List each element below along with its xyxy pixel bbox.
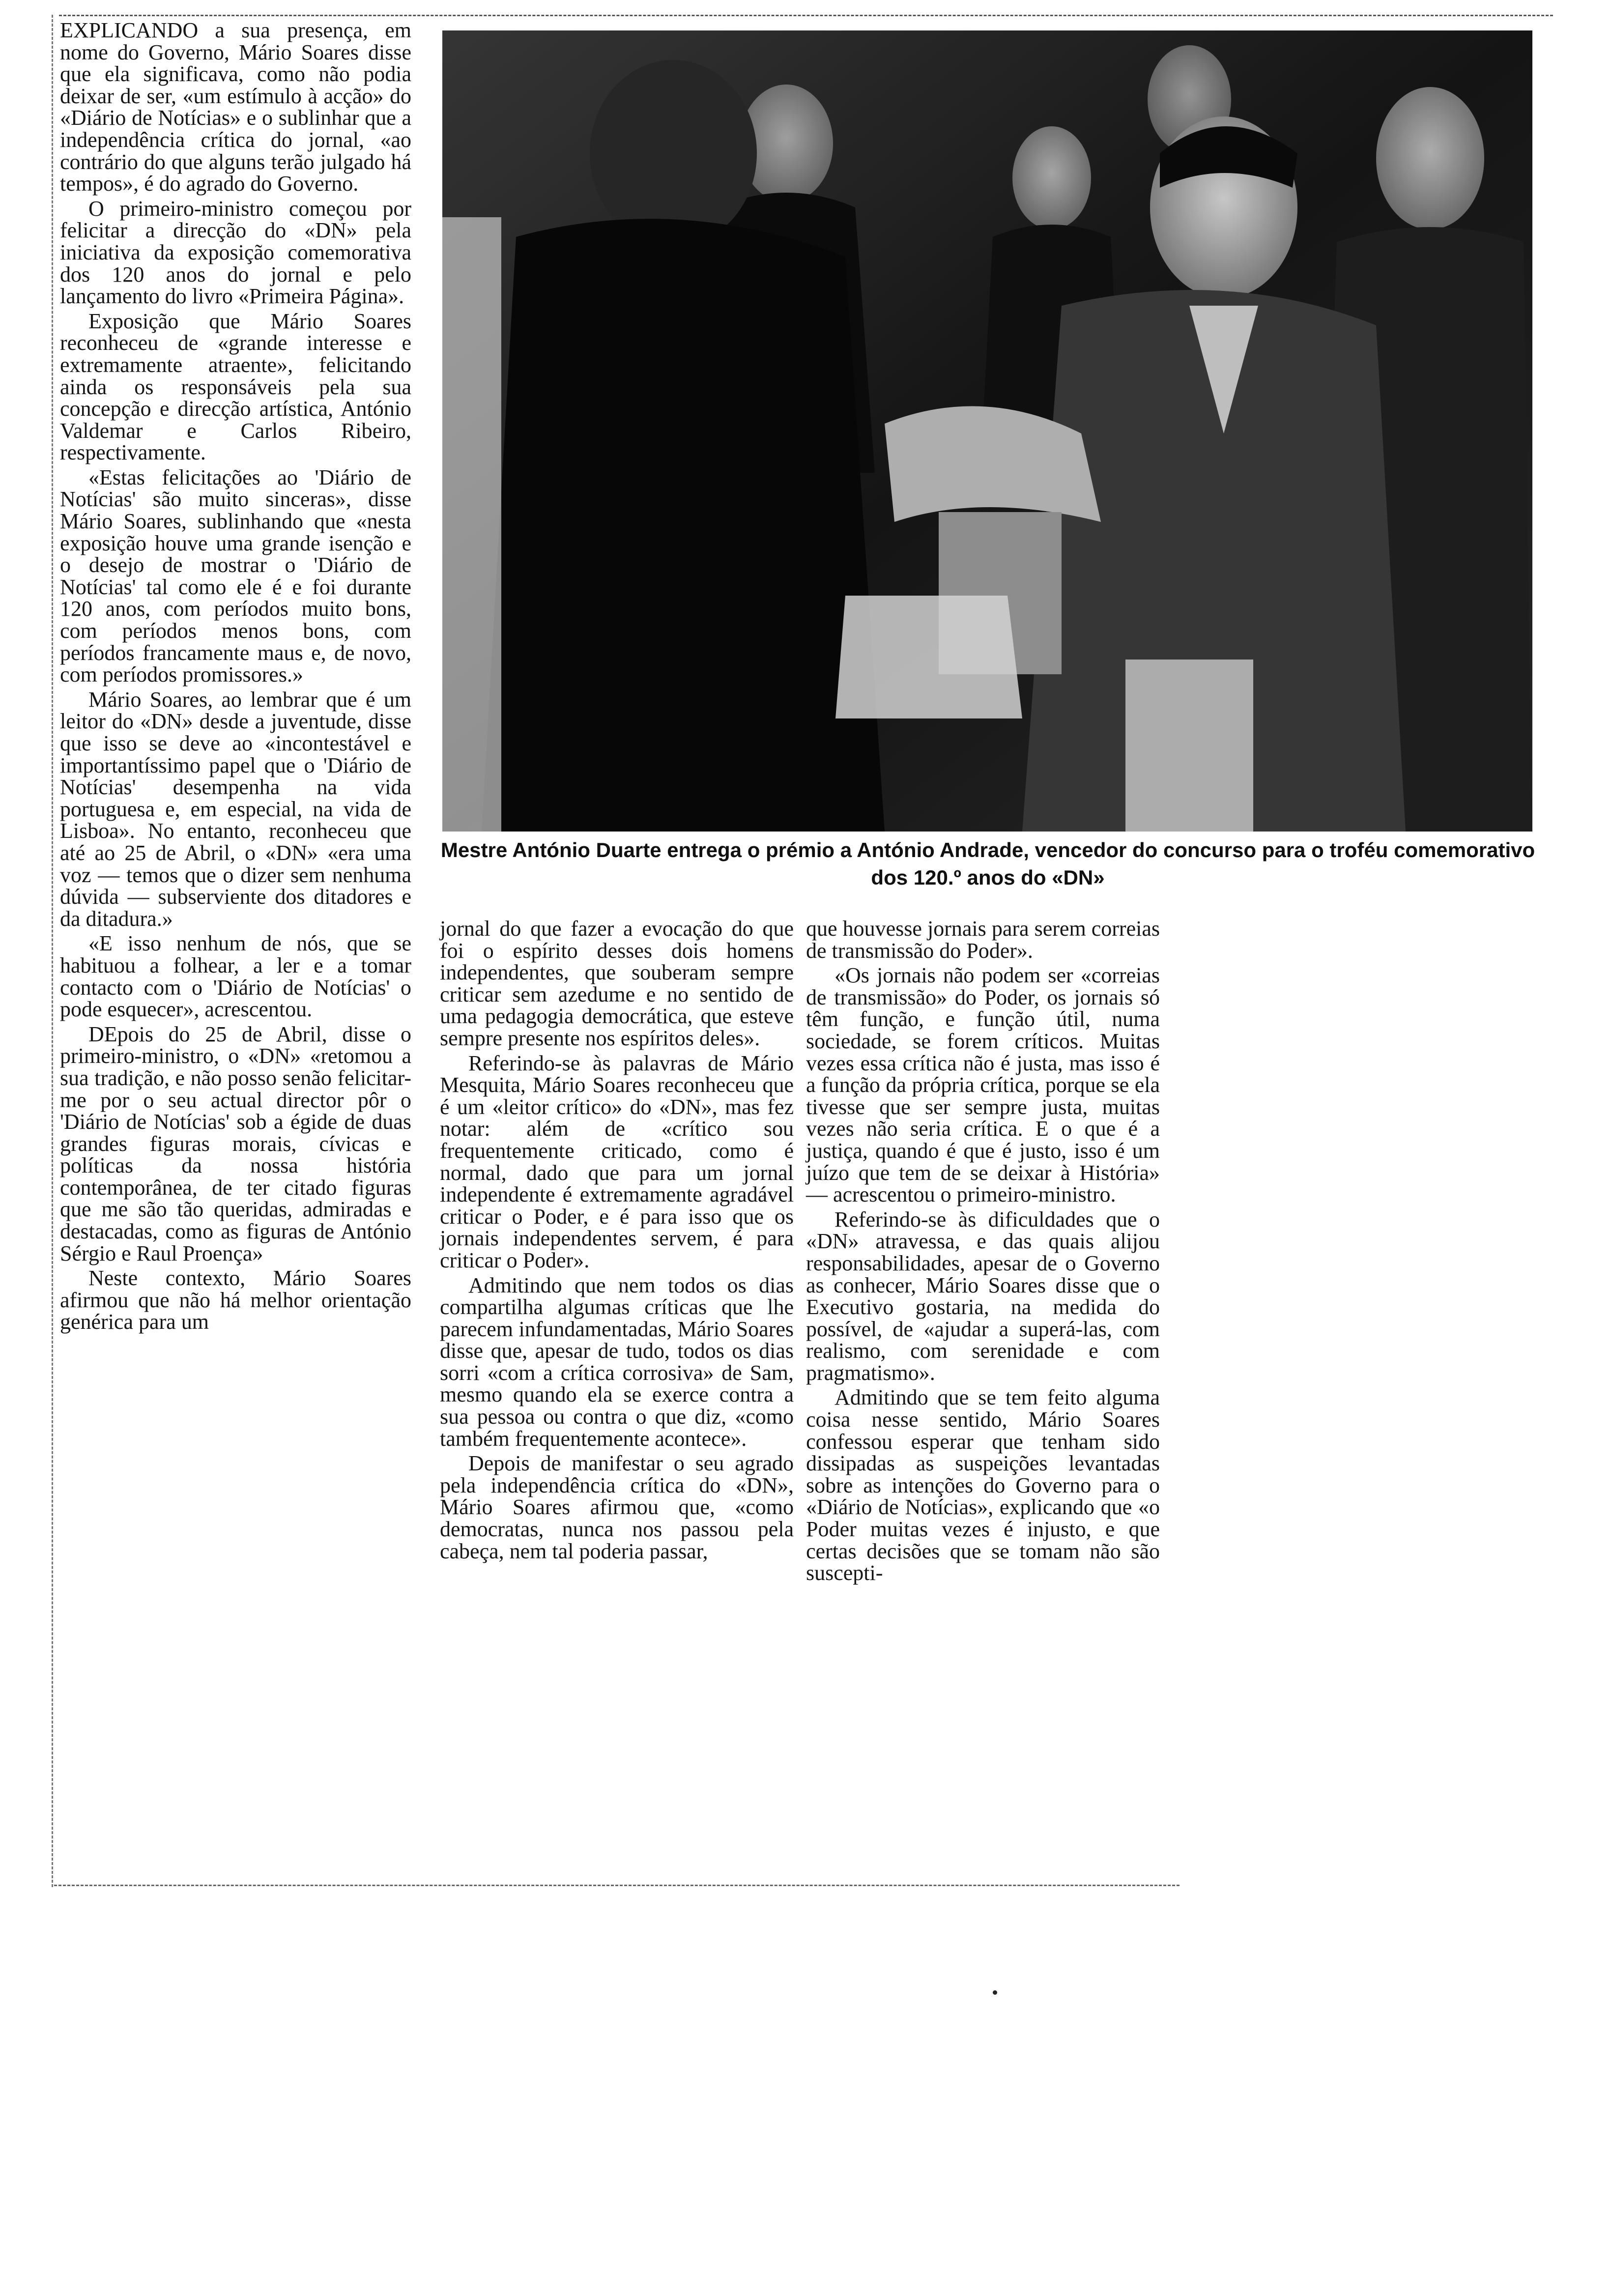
article-paragraph: «E isso nenhum de nós, que se habituou a folhear, a ler e a tomar contacto com o 'Diário de Notícias' o pode esquecer», acrescentou. xyxy=(60,931,411,1022)
article-paragraph: «Os jornais não podem ser «correias de transmissão» do Poder, os jornais só têm função, e função útil, numa sociedade, se forem críticos. Muitas vezes essa crítica não é justa, mas isso é a função da própria crítica, porque se ela tivesse que ser sempre justa, muitas vezes não seria crítica. E o que é a justiça, quando é que é justo, isso é um juízo que tem de se deixar à História» — acrescentou o primeiro-ministro. xyxy=(806,963,1160,1207)
news-photo xyxy=(442,30,1532,832)
left-border-line xyxy=(52,15,53,1887)
article-paragraph: Depois de manifestar o seu agrado pela independência crítica do «DN», Mário Soares afirmou que, «como democratas, nunca nos passou pela cabeça, nem tal poderia passar, xyxy=(440,1451,794,1563)
article-column-1 xyxy=(60,18,411,1334)
article-paragraph: Neste contexto, Mário Soares afirmou que não há melhor orientação genérica para um xyxy=(60,1266,411,1334)
article-paragraph: EXPLICANDO a sua presença, em nome do Governo, Mário Soares disse que ela significava, como não podia deixar de ser, «um estímulo à acção» do «Diário de Notícias» e o sublinhar que a independência crítica do jornal, «ao contrário do que alguns terão julgado há tempos», é do agrado do Governo. xyxy=(60,18,411,196)
photo-caption: Mestre António Duarte entrega o prémio a António Andrade, vencedor do concurso para o troféu comemorativo dos 120.º anos do «DN» xyxy=(440,838,1535,889)
photo-illustration xyxy=(442,30,1532,832)
top-border-line xyxy=(59,15,1553,16)
article-column-3 xyxy=(806,918,1160,1886)
article-paragraph: DEpois do 25 de Abril, disse o primeiro-ministro, o «DN» «retomou a sua tradição, e não posso senão felicitar-me por o seu actual director pôr o 'Diário de Notícias' sob a égide de duas grandes figuras morais, cívicas e políticas da nossa história contemporânea, de ter citado figuras que me são tão queridas, admiradas e destacadas, como as figuras de António Sérgio e Raul Proença» xyxy=(60,1022,411,1265)
article-paragraph: Referindo-se às dificuldades que o «DN» atravessa, e das quais alijou responsabilidades, apesar de o Governo as conhecer, Mário Soares disse que o Executivo gostaria, na medida do possível, de «ajudar a superá-las, com realismo, com serenidade e com pragmatismo». xyxy=(806,1207,1160,1385)
article-paragraph: «Estas felicitações ao 'Diário de Notícias' são muito sinceras», disse Mário Soares, sublinhando que «nesta exposição houve uma grande isenção e o desejo de mostrar o 'Diário de Notícias' tal como ele é e foi durante 120 anos, com períodos muito bons, com períodos menos bons, com períodos francamente maus e, de novo, com períodos promissores.» xyxy=(60,465,411,687)
stray-ink-dot xyxy=(993,1990,997,1995)
article-paragraph: que houvesse jornais para serem correias de transmissão do Poder». xyxy=(806,917,1160,963)
article-paragraph: jornal do que fazer a evocação do que foi o espírito desses dois homens independentes, que souberam sempre criticar sem azedume e no sentido de uma pedagogia democrática, que esteve sempre presente nos espíritos deles». xyxy=(440,917,794,1050)
article-paragraph: Admitindo que se tem feito alguma coisa nesse sentido, Mário Soares confessou esperar que tenham sido dissipadas as suspeições levantadas sobre as intenções do Governo para o «Diário de Notícias», explicando que «o Poder muitas vezes é injusto, e que certas decisões que se tomam não são suscepti- xyxy=(806,1385,1160,1585)
article-column-2 xyxy=(440,918,794,1886)
article-paragraph: O primeiro-ministro começou por felicitar a direcção do «DN» pela iniciativa da exposição comemorativa dos 120 anos do jornal e pelo lançamento do livro «Primeira Página». xyxy=(60,196,411,309)
article-paragraph: Exposição que Mário Soares reconheceu de «grande interesse e extremamente atraente», felicitando ainda os responsáveis pela sua concepção e direcção artística, António Valdemar e Carlos Ribeiro, respectivamente. xyxy=(60,309,411,465)
article-paragraph: Admitindo que nem todos os dias compartilha algumas críticas que lhe parecem infundamentadas, Mário Soares disse que, apesar de tudo, todos os dias sorri «com a crítica corrosiva» de Sam, mesmo quando ela se exerce contra a sua pessoa ou contra o que diz, «como também frequentemente acontece». xyxy=(440,1273,794,1451)
article-paragraph: Referindo-se às palavras de Mário Mesquita, Mário Soares reconheceu que é um «leitor crítico» do «DN», mas fez notar: além de «crítico sou frequentemente criticado, como é normal, dado que para um jornal independente é extremamente agradável criticar o Poder, e é para isso que os jornais independentes servem, é para criticar o Poder». xyxy=(440,1051,794,1272)
article-paragraph: Mário Soares, ao lembrar que é um leitor do «DN» desde a juventude, disse que isso se deve ao «incontestável e importantíssimo papel que o 'Diário de Notícias' desempenha na vida portuguesa e, em especial, na vida de Lisboa». No entanto, reconheceu que até ao 25 de Abril, o «DN» «era uma voz — temos que o dizer sem nenhuma dúvida — subserviente dos ditadores e da ditadura.» xyxy=(60,687,411,931)
